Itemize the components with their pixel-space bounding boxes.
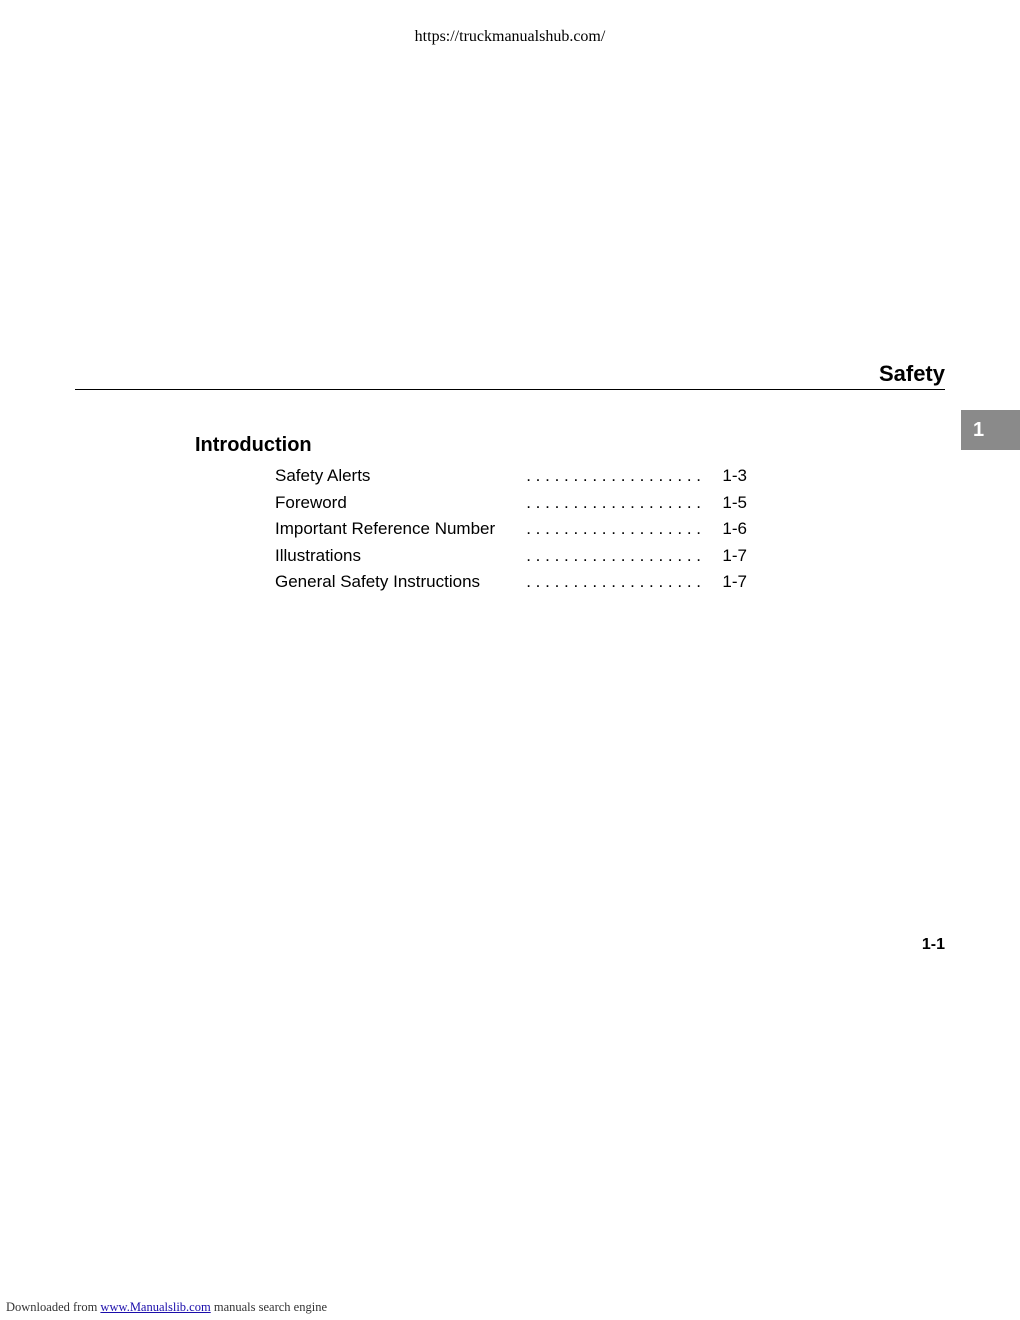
page-number: 1-1: [921, 936, 945, 953]
toc-entry-label: General Safety Instructions: [275, 569, 480, 595]
source-url: https://truckmanualshub.com/: [414, 28, 606, 45]
chapter-tab: 1: [961, 410, 1020, 450]
toc-entry-page: 1-6: [722, 519, 747, 538]
section-divider: [75, 389, 945, 390]
toc-entry-page: 1-3: [722, 466, 747, 485]
toc-entry[interactable]: [275, 463, 747, 490]
toc-leader-dots: . . . . . . . . . . . . . . . . . . .: [526, 492, 701, 512]
toc-leader-dots: . . . . . . . . . . . . . . . . . . .: [526, 545, 701, 565]
toc-entry-label: Safety Alerts: [275, 463, 370, 489]
toc-entry-label: Foreword: [275, 490, 347, 516]
toc-entry[interactable]: [275, 543, 747, 570]
toc-leader-dots: . . . . . . . . . . . . . . . . . . .: [526, 519, 701, 538]
toc-entry-page: 1-7: [722, 572, 747, 591]
toc-entry-page: 1-7: [722, 545, 747, 565]
toc-leader-dots: . . . . . . . . . . . . . . . . . . .: [526, 572, 701, 591]
toc-entry-label: Illustrations: [275, 543, 361, 569]
download-footer: [6, 1299, 327, 1315]
manualslib-link[interactable]: www.Manualslib.com: [100, 1300, 211, 1314]
section-title: Safety: [878, 361, 945, 386]
toc-leader-dots: . . . . . . . . . . . . . . . . . . .: [526, 466, 701, 485]
table-of-contents: [275, 463, 747, 596]
toc-entry-page: 1-5: [722, 492, 747, 512]
footer-prefix: Downloaded from: [6, 1300, 98, 1314]
toc-heading: Introduction: [195, 434, 312, 456]
toc-entry[interactable]: [275, 569, 747, 596]
toc-entry[interactable]: [275, 490, 747, 517]
toc-entry[interactable]: [275, 516, 747, 543]
toc-entry-label: Important Reference Number: [275, 516, 495, 542]
footer-suffix: manuals search engine: [213, 1300, 327, 1314]
